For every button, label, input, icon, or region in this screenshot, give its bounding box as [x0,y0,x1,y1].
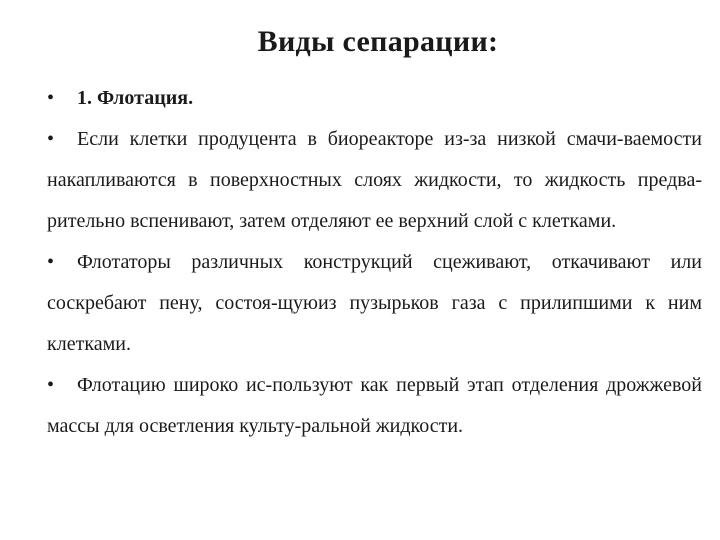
bullet-marker: • [47,251,55,273]
slide-content [47,78,702,447]
bullet-item-paragraph-2 [47,242,702,365]
bullet-marker: • [47,374,55,396]
paragraph-text-2: Флотаторы различных конструкций сцеживают, откачивают или соскребают пену, состоя-щуюиз пузырьков газа с прилипшими к ним клетками. [47,251,702,355]
bullet-item-paragraph-1 [47,119,702,242]
paragraph-text-3: Флотацию широко ис-пользуют как первый этап отделения дрожжевой массы для осветления культу-ральной жидкости. [47,374,702,437]
bullet-item-heading [47,78,702,119]
slide-title: Виды сепарации: [257,25,499,58]
bullet-item-paragraph-3 [47,365,702,447]
paragraph-text-1: Если клетки продуцента в биореакторе из-за низкой смачи-ваемости накапливаются в поверхностных слоях жидкости, то жидкость предва-рительно вспенивают, затем отделяют ее верхний слой с клетками. [47,128,702,232]
bullet-marker: • [47,128,55,150]
heading-item-text: 1. Флотация. [77,87,194,109]
bullet-marker: • [47,87,55,109]
